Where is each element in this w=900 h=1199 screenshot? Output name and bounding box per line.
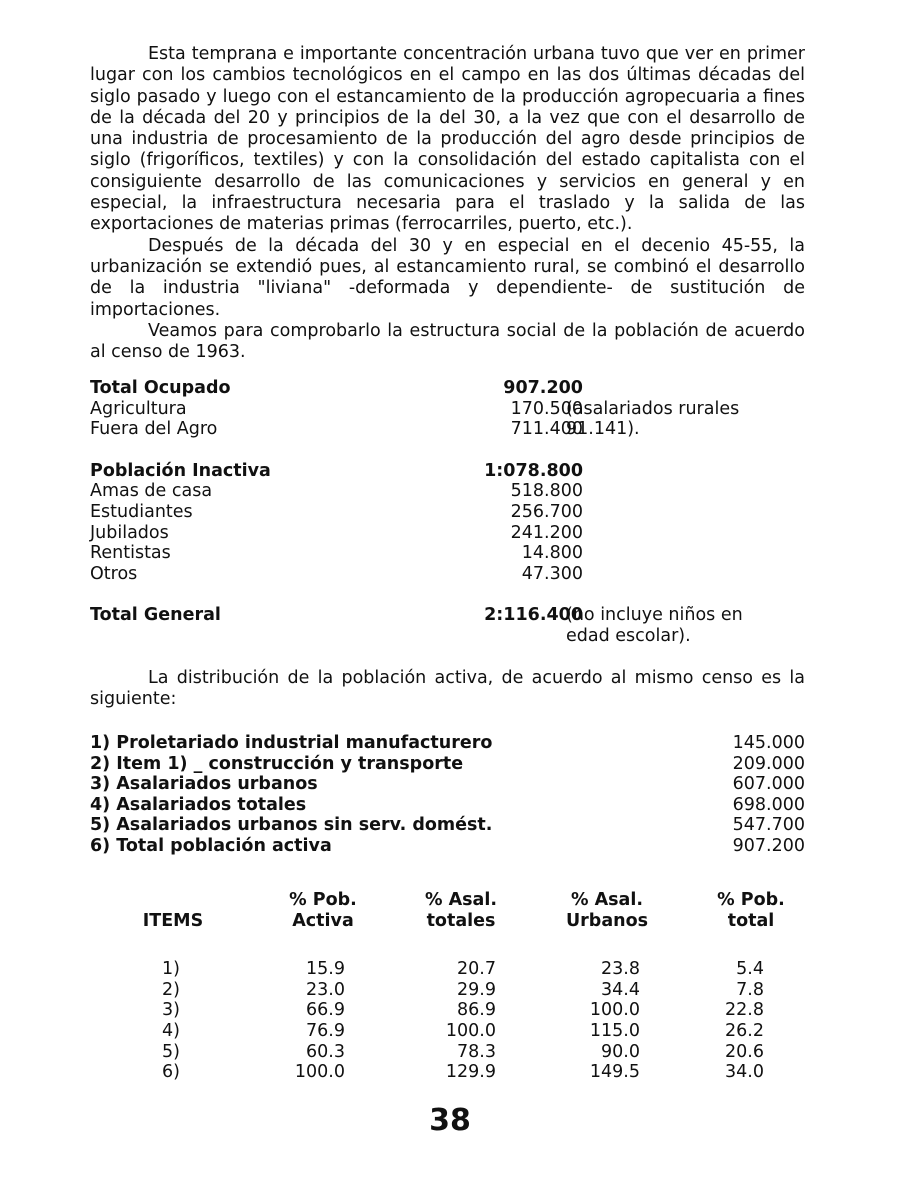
table-cell: 78.3 bbox=[457, 1041, 496, 1062]
census-label: Jubilados bbox=[90, 522, 169, 543]
census-value: 1:078.800 bbox=[484, 460, 583, 481]
census-row bbox=[90, 481, 810, 502]
census-row bbox=[90, 461, 810, 482]
census-value: 47.300 bbox=[521, 563, 583, 584]
header-text: % Pob. bbox=[289, 890, 357, 910]
header-text: totales bbox=[426, 911, 496, 931]
table-cell: 34.0 bbox=[725, 1062, 764, 1083]
census-value: 518.800 bbox=[510, 481, 583, 502]
table-row bbox=[90, 1042, 810, 1063]
percentage-table bbox=[90, 890, 810, 1083]
census-row bbox=[90, 543, 810, 564]
distribution-label: 1) Proletariado industrial manufacturero bbox=[90, 733, 493, 753]
table-cell: 15.9 bbox=[306, 959, 345, 979]
census-label: Población Inactiva bbox=[90, 460, 271, 481]
list-item bbox=[90, 836, 805, 857]
table-header bbox=[90, 890, 810, 934]
header-col bbox=[686, 890, 816, 932]
table-body bbox=[90, 959, 810, 1083]
census-row bbox=[90, 626, 810, 647]
table-cell: 100.0 bbox=[589, 1000, 640, 1021]
census-note: (no incluye niños en bbox=[566, 605, 743, 626]
list-item bbox=[90, 815, 805, 836]
table-cell: 86.9 bbox=[457, 1000, 496, 1021]
list-item bbox=[90, 774, 805, 795]
table-cell: 76.9 bbox=[306, 1021, 345, 1042]
table-cell: 115.0 bbox=[589, 1021, 640, 1042]
census-value: 14.800 bbox=[521, 543, 583, 564]
census-label: Agricultura bbox=[90, 398, 187, 419]
paragraph: Veamos para comprobarlo la estructura social de la población de acuerdo al censo de 1963. bbox=[90, 320, 805, 363]
header-text: % Asal. bbox=[424, 890, 498, 910]
table-cell: 7.8 bbox=[736, 979, 764, 1000]
header-text: total bbox=[727, 911, 775, 931]
census-label: Rentistas bbox=[90, 543, 171, 564]
list-item bbox=[90, 754, 805, 775]
census-note: 91.141). bbox=[566, 419, 640, 440]
distribution-label: 6) Total población activa bbox=[90, 835, 332, 856]
row-item: 6) bbox=[162, 1062, 180, 1083]
table-cell: 100.0 bbox=[445, 1021, 496, 1042]
census-row bbox=[90, 502, 810, 523]
table-row bbox=[90, 1021, 810, 1042]
table-cell: 5.4 bbox=[736, 959, 764, 979]
table-cell: 66.9 bbox=[306, 1000, 345, 1021]
table-cell: 100.0 bbox=[294, 1062, 345, 1083]
table-cell: 129.9 bbox=[445, 1062, 496, 1083]
table-cell: 34.4 bbox=[601, 979, 640, 1000]
distribution-label: 4) Asalariados totales bbox=[90, 794, 307, 815]
table-cell: 20.7 bbox=[457, 959, 496, 979]
census-note: edad escolar). bbox=[566, 625, 691, 646]
distribution-label: 2) Item 1) _ construcción y transporte bbox=[90, 753, 464, 774]
distribution-value: 547.700 bbox=[732, 815, 805, 836]
distribution-value: 209.000 bbox=[732, 753, 805, 774]
census-label: Total General bbox=[90, 605, 221, 626]
census-value: 711.400 bbox=[510, 419, 583, 440]
table-cell: 26.2 bbox=[725, 1021, 764, 1042]
header-text: Activa bbox=[292, 911, 354, 931]
census-value: 2:116.400 bbox=[484, 605, 583, 626]
distribution-value: 145.000 bbox=[732, 733, 805, 753]
census-row bbox=[90, 523, 810, 544]
list-item bbox=[90, 795, 805, 816]
distribution-value: 607.000 bbox=[732, 774, 805, 795]
body-text bbox=[90, 44, 805, 363]
distribution-label: 5) Asalariados urbanos sin serv. domést. bbox=[90, 815, 493, 836]
census-row bbox=[90, 564, 810, 585]
paragraph: Después de la década del 30 y en especial en el decenio 45-55, la urbanización se extendió pues, al estancamiento rural, se combinó el desarrollo de la industria "liviana" -deformada y dependiente- de sustitución de importaciones. bbox=[90, 235, 805, 320]
table-cell: 149.5 bbox=[589, 1062, 640, 1083]
header-col bbox=[396, 890, 526, 932]
table-cell: 23.8 bbox=[601, 959, 640, 979]
row-item: 1) bbox=[162, 959, 180, 979]
header-col bbox=[542, 890, 672, 932]
paragraph: Esta temprana e importante concentración urbana tuvo que ver en primer lugar con los cambios tecnológicos en el campo en las dos últimas décadas del siglo pasado y luego con el estancamiento de la producción agropecuaria a fines de la década del 20 y principios de la del 30, a la vez que con el desarrollo de una industria de procesamiento de la producción del agro desde principios de siglo (frigoríficos, textiles) y con la consolidación del estado capitalista con el consiguiente desarrollo de las comunicaciones y servicios en general y en especial, la infraestructura necesaria para el traslado y la salida de las exportaciones de materias primas (ferrocarriles, puerto, etc.). bbox=[90, 44, 805, 235]
distribution-intro: La distribución de la población activa, de acuerdo al mismo censo es la siguiente: bbox=[90, 668, 805, 710]
census-value: 907.200 bbox=[503, 378, 583, 398]
census-value: 241.200 bbox=[510, 522, 583, 543]
header-text: % Asal. bbox=[570, 890, 644, 910]
census-note: (asalariados rurales bbox=[566, 398, 740, 419]
census-label: Fuera del Agro bbox=[90, 419, 218, 440]
distribution-list bbox=[90, 733, 805, 857]
census-value: 256.700 bbox=[510, 501, 583, 522]
table-cell: 90.0 bbox=[601, 1041, 640, 1062]
table-cell: 60.3 bbox=[306, 1041, 345, 1062]
distribution-value: 698.000 bbox=[732, 794, 805, 815]
page-number: 38 bbox=[429, 1103, 471, 1138]
row-item: 5) bbox=[162, 1041, 180, 1062]
census-label: Total Ocupado bbox=[90, 378, 231, 398]
census-row bbox=[90, 378, 810, 399]
census-value: 170.500 bbox=[510, 398, 583, 419]
census-table bbox=[90, 378, 810, 647]
census-label: Estudiantes bbox=[90, 501, 193, 522]
header-text: % Pob. bbox=[717, 890, 785, 910]
header-items bbox=[128, 911, 218, 932]
table-cell: 22.8 bbox=[725, 1000, 764, 1021]
census-row bbox=[90, 419, 810, 440]
table-cell: 20.6 bbox=[725, 1041, 764, 1062]
table-cell: 23.0 bbox=[306, 979, 345, 1000]
header-text: Urbanos bbox=[565, 911, 649, 931]
header-col bbox=[258, 890, 388, 932]
census-label: Otros bbox=[90, 563, 138, 584]
census-label: Amas de casa bbox=[90, 481, 213, 502]
list-item bbox=[90, 733, 805, 754]
header-text: ITEMS bbox=[142, 911, 204, 931]
table-row bbox=[90, 959, 810, 980]
table-row bbox=[90, 1062, 810, 1083]
row-item: 2) bbox=[162, 979, 180, 1000]
table-row bbox=[90, 1000, 810, 1021]
census-row bbox=[90, 605, 810, 626]
table-row bbox=[90, 980, 810, 1001]
census-row bbox=[90, 399, 810, 420]
row-item: 3) bbox=[162, 1000, 180, 1021]
table-cell: 29.9 bbox=[457, 979, 496, 1000]
row-item: 4) bbox=[162, 1021, 180, 1042]
distribution-value: 907.200 bbox=[732, 835, 805, 856]
distribution-label: 3) Asalariados urbanos bbox=[90, 774, 318, 795]
